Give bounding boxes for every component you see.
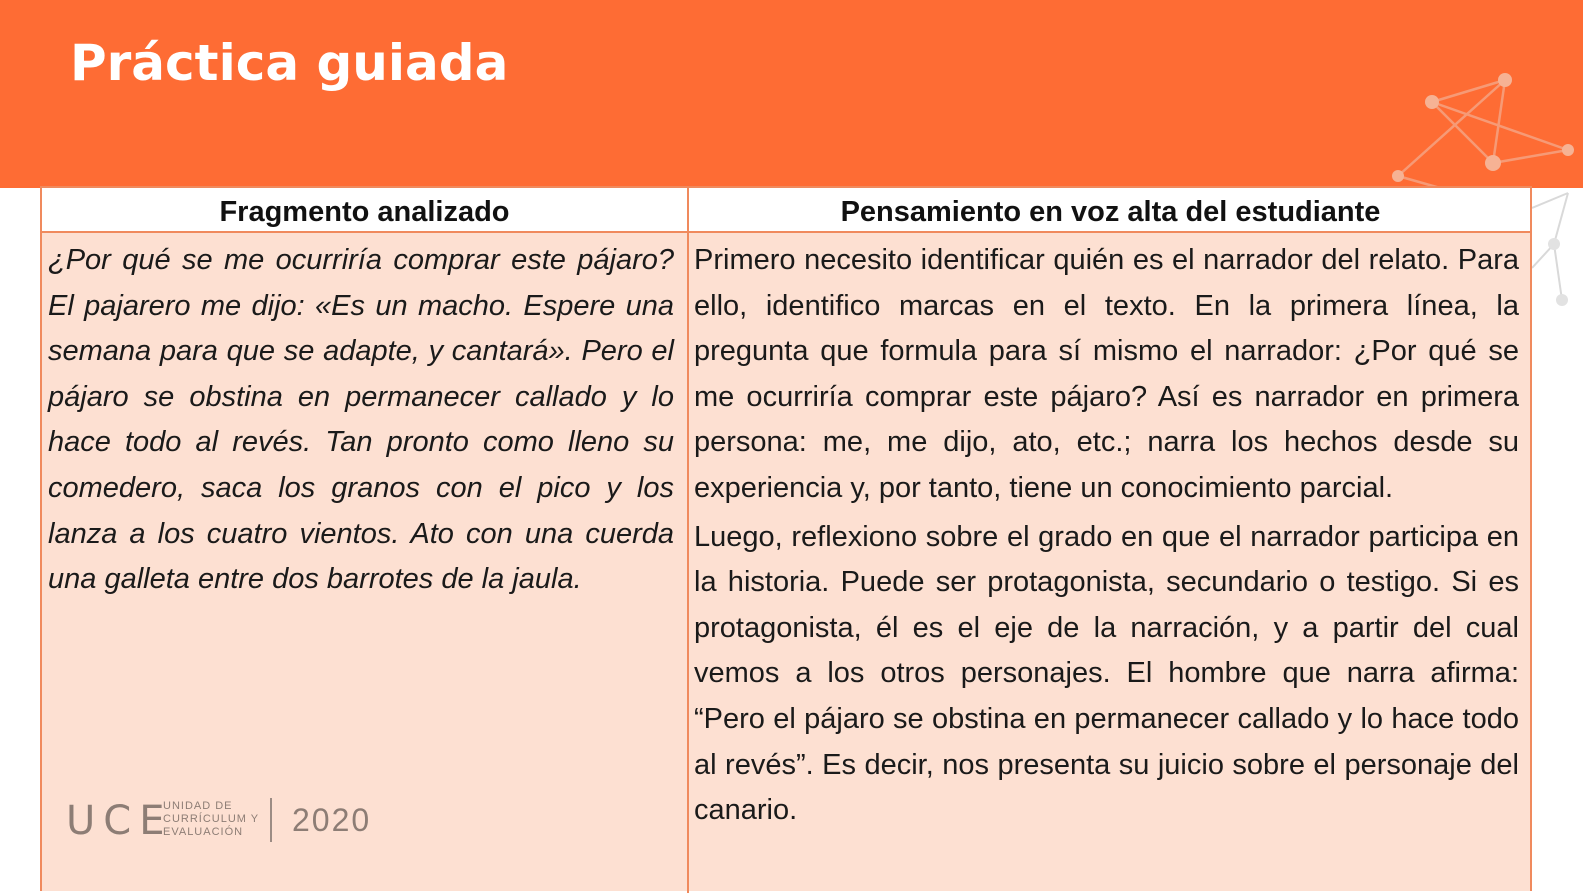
logo-separator [270, 798, 272, 842]
logo-subtitle [163, 800, 273, 839]
network-decoration-right [1532, 188, 1583, 338]
thoughts-cell [694, 238, 1519, 837]
network-decoration [0, 0, 1583, 188]
analysis-table [40, 186, 1532, 891]
logo-subtitle-line-2: CURRÍCULUM Y [163, 813, 260, 825]
thought-paragraph-2: Luego, reflexiono sobre el grado en que el narrador participa en la historia. Puede ser protagonista, secundario o testigo. Si es protagonista, él es el eje de la narración, y a partir del cual vemos a los otros personajes. El hombre que narra afirma: “Pero el pájaro se obstina en permanecer callado y lo hace todo al revés”. Es decir, nos presenta su juicio sobre el personaje del canario. [694, 520, 1519, 827]
logo-acronym: UCE [66, 798, 173, 844]
logo-year: 2020 [292, 802, 372, 838]
thought-paragraph-1: Primero necesito identificar quién es el narrador del relato. Para ello, identifico marcas en el texto. En la primera línea, la pregunta que formula para sí mismo el narrador: ¿Por qué se me ocurriría comprar este pájaro? Así es narrador en primera persona: me, me dijo, ato, etc.; narra los hechos desde su experiencia y, por tanto, tiene un conocimiento parcial. [694, 244, 1519, 504]
column-header-fragment: Fragmento analizado [219, 196, 510, 228]
header-banner [0, 0, 1583, 188]
logo-subtitle-line-1: UNIDAD DE [163, 800, 233, 812]
page-title: Práctica guiada [70, 34, 509, 92]
logo-subtitle-line-3: EVALUACIÓN [163, 826, 244, 838]
fragment-text: ¿Por qué se me ocurriría comprar este pájaro? El pajarero me dijo: «Es un macho. Espere una semana para que se adapte, y cantará». Pero el pájaro se obstina en permanecer callado y lo hace todo al revés. Tan pronto como lleno su comedero, saca los granos con el pico y los lanza a los cuatro vientos. Ato con una cuerda una galleta entre dos barrotes de la jaula. [48, 244, 674, 596]
table-header-row [42, 188, 1530, 233]
column-header-thoughts: Pensamiento en voz alta del estudiante [840, 196, 1381, 228]
column-divider [687, 188, 689, 893]
